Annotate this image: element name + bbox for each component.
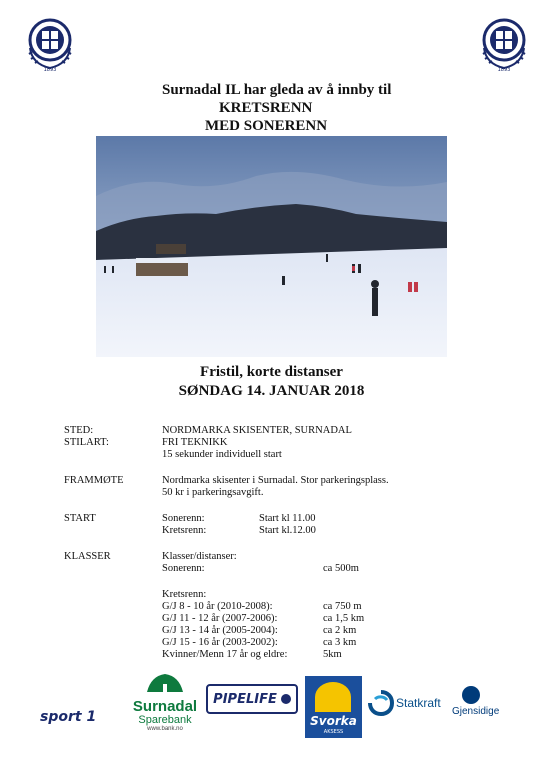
event-date: SØNDAG 14. JANUAR 2018 xyxy=(178,383,365,399)
surnadal-sparebank-sub: Sparebank xyxy=(138,714,192,726)
stilart-label: STILART: xyxy=(64,437,109,448)
surnadal-il-emblem-icon xyxy=(476,14,532,74)
sport1-logo xyxy=(40,704,122,730)
start-row-time: Start kl 11.00 xyxy=(259,513,316,524)
gjensidige-label: Gjensidige xyxy=(452,706,500,717)
svorka-sub: AKSESS xyxy=(323,729,344,735)
class-row-name: G/J 15 - 16 år (2003-2002): xyxy=(162,637,278,648)
start-row-name: Kretsrenn: xyxy=(162,525,207,536)
tree-icon xyxy=(145,672,185,694)
subheading-line1: Fristil, korte distanser xyxy=(200,364,343,380)
emblem-year: 1893 xyxy=(43,67,57,73)
frammote-line2: 50 kr i parkeringsavgift. xyxy=(162,487,264,498)
statkraft-icon xyxy=(368,690,394,716)
sonerenn-label: Sonerenn: xyxy=(162,563,205,574)
gjensidige-icon xyxy=(462,686,480,704)
pipelife-label: PIPELIFE xyxy=(213,691,277,707)
svorka-label: Svorka xyxy=(310,714,357,728)
class-row-name: G/J 8 - 10 år (2010-2008): xyxy=(162,601,273,612)
stilart-value: FRI TEKNIKK xyxy=(162,437,228,448)
club-emblem-right xyxy=(476,14,532,79)
frammote-line1: Nordmarka skisenter i Surnadal. Stor parkeringsplass. xyxy=(162,475,389,486)
surnadal-il-emblem-icon xyxy=(22,14,78,74)
statkraft-label: Statkraft xyxy=(396,696,441,710)
sun-icon xyxy=(315,682,351,712)
globe-icon xyxy=(281,694,291,704)
surnadal-sparebank-url: www.bank.no xyxy=(147,726,183,732)
emblem-year: 1893 xyxy=(497,67,511,73)
class-row-distance: ca 750 m xyxy=(323,601,362,612)
class-row-distance: ca 1,5 km xyxy=(323,613,365,624)
stilart-note: 15 sekunder individuell start xyxy=(162,449,282,460)
surnadal-sparebank-logo xyxy=(124,672,206,732)
heading-line2: KRETSRENN xyxy=(219,100,313,116)
klasser-label: KLASSER xyxy=(64,551,111,562)
class-row-name: G/J 11 - 12 år (2007-2006): xyxy=(162,613,278,624)
start-row-name: Sonerenn: xyxy=(162,513,205,524)
sted-label: STED: xyxy=(64,425,94,436)
pipelife-logo xyxy=(206,684,298,714)
class-row-distance: ca 3 km xyxy=(323,637,357,648)
sted-value: NORDMARKA SKISENTER, SURNADAL xyxy=(162,425,352,436)
heading-line3: MED SONERENN xyxy=(205,118,328,134)
sport1-label: sport 1 xyxy=(40,709,97,725)
kretsrenn-label: Kretsrenn: xyxy=(162,589,207,600)
start-label: START xyxy=(64,513,96,524)
surnadal-sparebank-name: Surnadal xyxy=(132,698,198,715)
class-row-name: Kvinner/Menn 17 år og eldre: xyxy=(162,649,288,660)
class-row-distance: 5km xyxy=(323,649,342,660)
frammote-label: FRAMMØTE xyxy=(64,475,124,486)
class-row-name: G/J 13 - 14 år (2005-2004): xyxy=(162,625,278,636)
class-row-distance: ca 2 km xyxy=(323,625,357,636)
heading-line1: Surnadal IL har gleda av å innby til xyxy=(162,82,392,98)
klasser-heading: Klasser/distanser: xyxy=(162,551,237,562)
club-emblem-left xyxy=(22,14,78,79)
svorka-logo xyxy=(305,676,362,738)
ski-center-photo xyxy=(96,136,447,357)
sonerenn-distance: ca 500m xyxy=(323,563,359,574)
start-row-time: Start kl.12.00 xyxy=(259,525,316,536)
